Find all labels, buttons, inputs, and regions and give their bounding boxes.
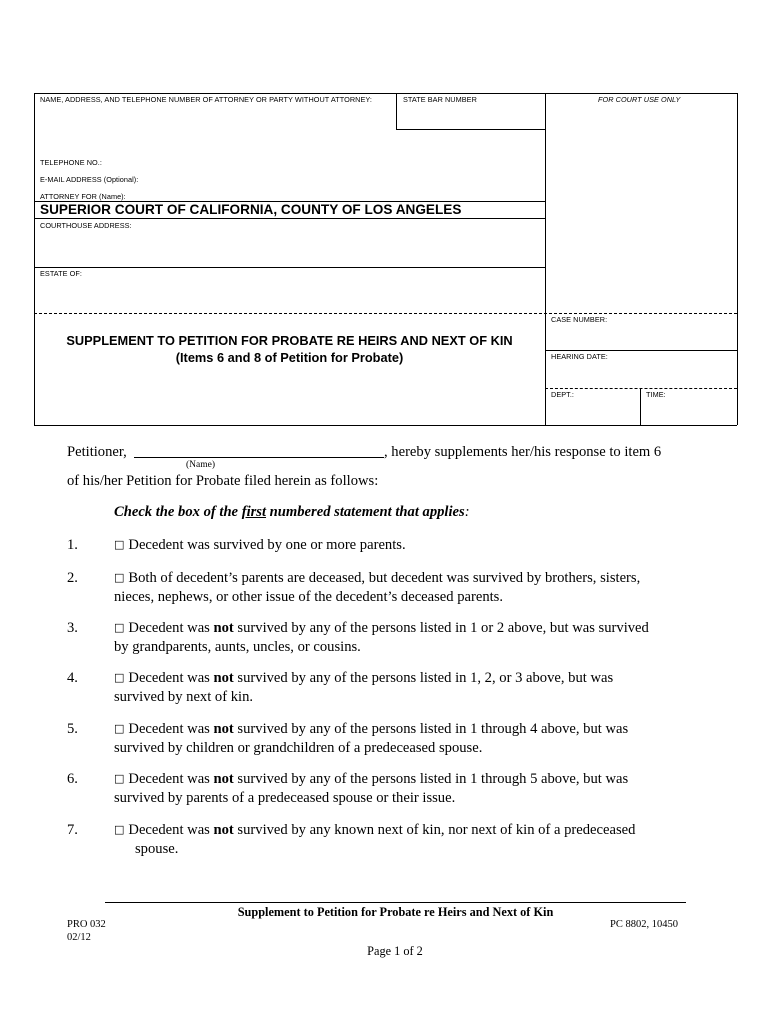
item-number: 5. — [67, 721, 78, 737]
petitioner-prefix: Petitioner, — [67, 444, 127, 460]
item-text-post: survived by any of the persons listed in 1 or 2 above, but was survived — [233, 620, 649, 636]
instruction-first: first — [241, 504, 267, 520]
item-text-line2: by grandparents, aunts, uncles, or cousins. — [114, 639, 361, 655]
hearing-date-label: HEARING DATE: — [551, 352, 608, 361]
page-number: Page 1 of 2 — [367, 944, 423, 958]
code-reference: PC 8802, 10450 — [610, 919, 678, 930]
checkbox[interactable]: □ — [114, 571, 125, 584]
item-number: 1. — [67, 537, 78, 553]
checkbox[interactable]: □ — [114, 621, 125, 634]
court-name: SUPERIOR COURT OF CALIFORNIA, COUNTY OF LOS ANGELES — [40, 202, 462, 217]
not-word: not — [213, 822, 234, 838]
instruction-post: numbered statement that applies — [266, 504, 465, 520]
item-text-pre: Decedent was — [128, 771, 214, 787]
footer-rule — [105, 902, 686, 903]
item-text-line2: nieces, nephews, or other issue of the decedent’s deceased parents. — [114, 589, 504, 605]
form-id: PRO 032 — [67, 919, 106, 930]
item-text-line2: spouse. — [135, 841, 179, 857]
name-caption: (Name) — [186, 460, 216, 470]
attorney-for-label: ATTORNEY FOR (Name): — [40, 192, 126, 201]
checkbox[interactable]: □ — [114, 671, 125, 684]
instruction — [114, 503, 470, 522]
item-text-post: survived by any of the persons listed in 1 through 5 above, but was — [233, 771, 629, 787]
case-number-label: CASE NUMBER: — [551, 315, 608, 324]
item-text-line2: survived by next of kin. — [114, 689, 254, 705]
form-title-line1: SUPPLEMENT TO PETITION FOR PROBATE RE HEIRS AND NEXT OF KIN — [66, 333, 513, 348]
item-text-line2: survived by children or grandchildren of a predeceased spouse. — [114, 740, 483, 756]
not-word: not — [213, 721, 234, 737]
item-number: 2. — [67, 570, 78, 586]
item-text-post: survived by any of the persons listed in 1 through 4 above, but was — [233, 721, 629, 737]
item-text-pre: Decedent was — [128, 822, 214, 838]
item-text-pre: Decedent was — [128, 620, 214, 636]
petitioner-suffix: , hereby supplements her/his response to item 6 — [384, 444, 662, 460]
petitioner-name-line[interactable] — [134, 457, 384, 458]
item-number: 7. — [67, 822, 78, 838]
item-number: 6. — [67, 771, 78, 787]
checkbox[interactable]: □ — [114, 722, 125, 735]
dept-label: DEPT.: — [551, 390, 575, 399]
time-label: TIME: — [646, 390, 666, 399]
not-word: not — [213, 620, 234, 636]
state-bar-label: STATE BAR NUMBER — [403, 95, 477, 104]
revision-date: 02/12 — [67, 932, 91, 943]
form-title — [34, 332, 545, 366]
checkbox[interactable]: □ — [114, 772, 125, 785]
not-word: not — [213, 670, 234, 686]
intro-line2: of his/her Petition for Probate filed herein as follows: — [67, 473, 379, 489]
attorney-label: NAME, ADDRESS, AND TELEPHONE NUMBER OF ATTORNEY OR PARTY WITHOUT ATTORNEY: — [40, 95, 372, 104]
item-text-line2: survived by parents of a predeceased spouse or their issue. — [114, 790, 456, 806]
estate-of-label: ESTATE OF: — [40, 269, 82, 278]
checkbox[interactable]: □ — [114, 538, 125, 551]
checkbox[interactable]: □ — [114, 823, 125, 836]
email-label: E-MAIL ADDRESS (Optional): — [40, 175, 139, 184]
telephone-label: TELEPHONE NO.: — [40, 158, 102, 167]
instruction-colon: : — [464, 504, 470, 520]
courthouse-address-label: COURTHOUSE ADDRESS: — [40, 221, 132, 230]
court-use-label: FOR COURT USE ONLY — [598, 95, 681, 104]
item-text-post: survived by any of the persons listed in 1, 2, or 3 above, but was — [233, 670, 614, 686]
item-text: Both of decedent’s parents are deceased, but decedent was survived by brothers, sisters, — [128, 570, 641, 586]
instruction-pre: Check the box of the — [114, 504, 242, 520]
form-title-line2: (Items 6 and 8 of Petition for Probate) — [175, 350, 404, 365]
item-text-post: survived by any known next of kin, nor next of kin of a predeceased — [233, 822, 636, 838]
item-number: 4. — [67, 670, 78, 686]
item-text: Decedent was survived by one or more parents. — [128, 537, 406, 553]
item-number: 3. — [67, 620, 78, 636]
item-text-pre: Decedent was — [128, 721, 214, 737]
not-word: not — [213, 771, 234, 787]
footer-title: Supplement to Petition for Probate re Heirs and Next of Kin — [237, 905, 554, 919]
item-text-pre: Decedent was — [128, 670, 214, 686]
